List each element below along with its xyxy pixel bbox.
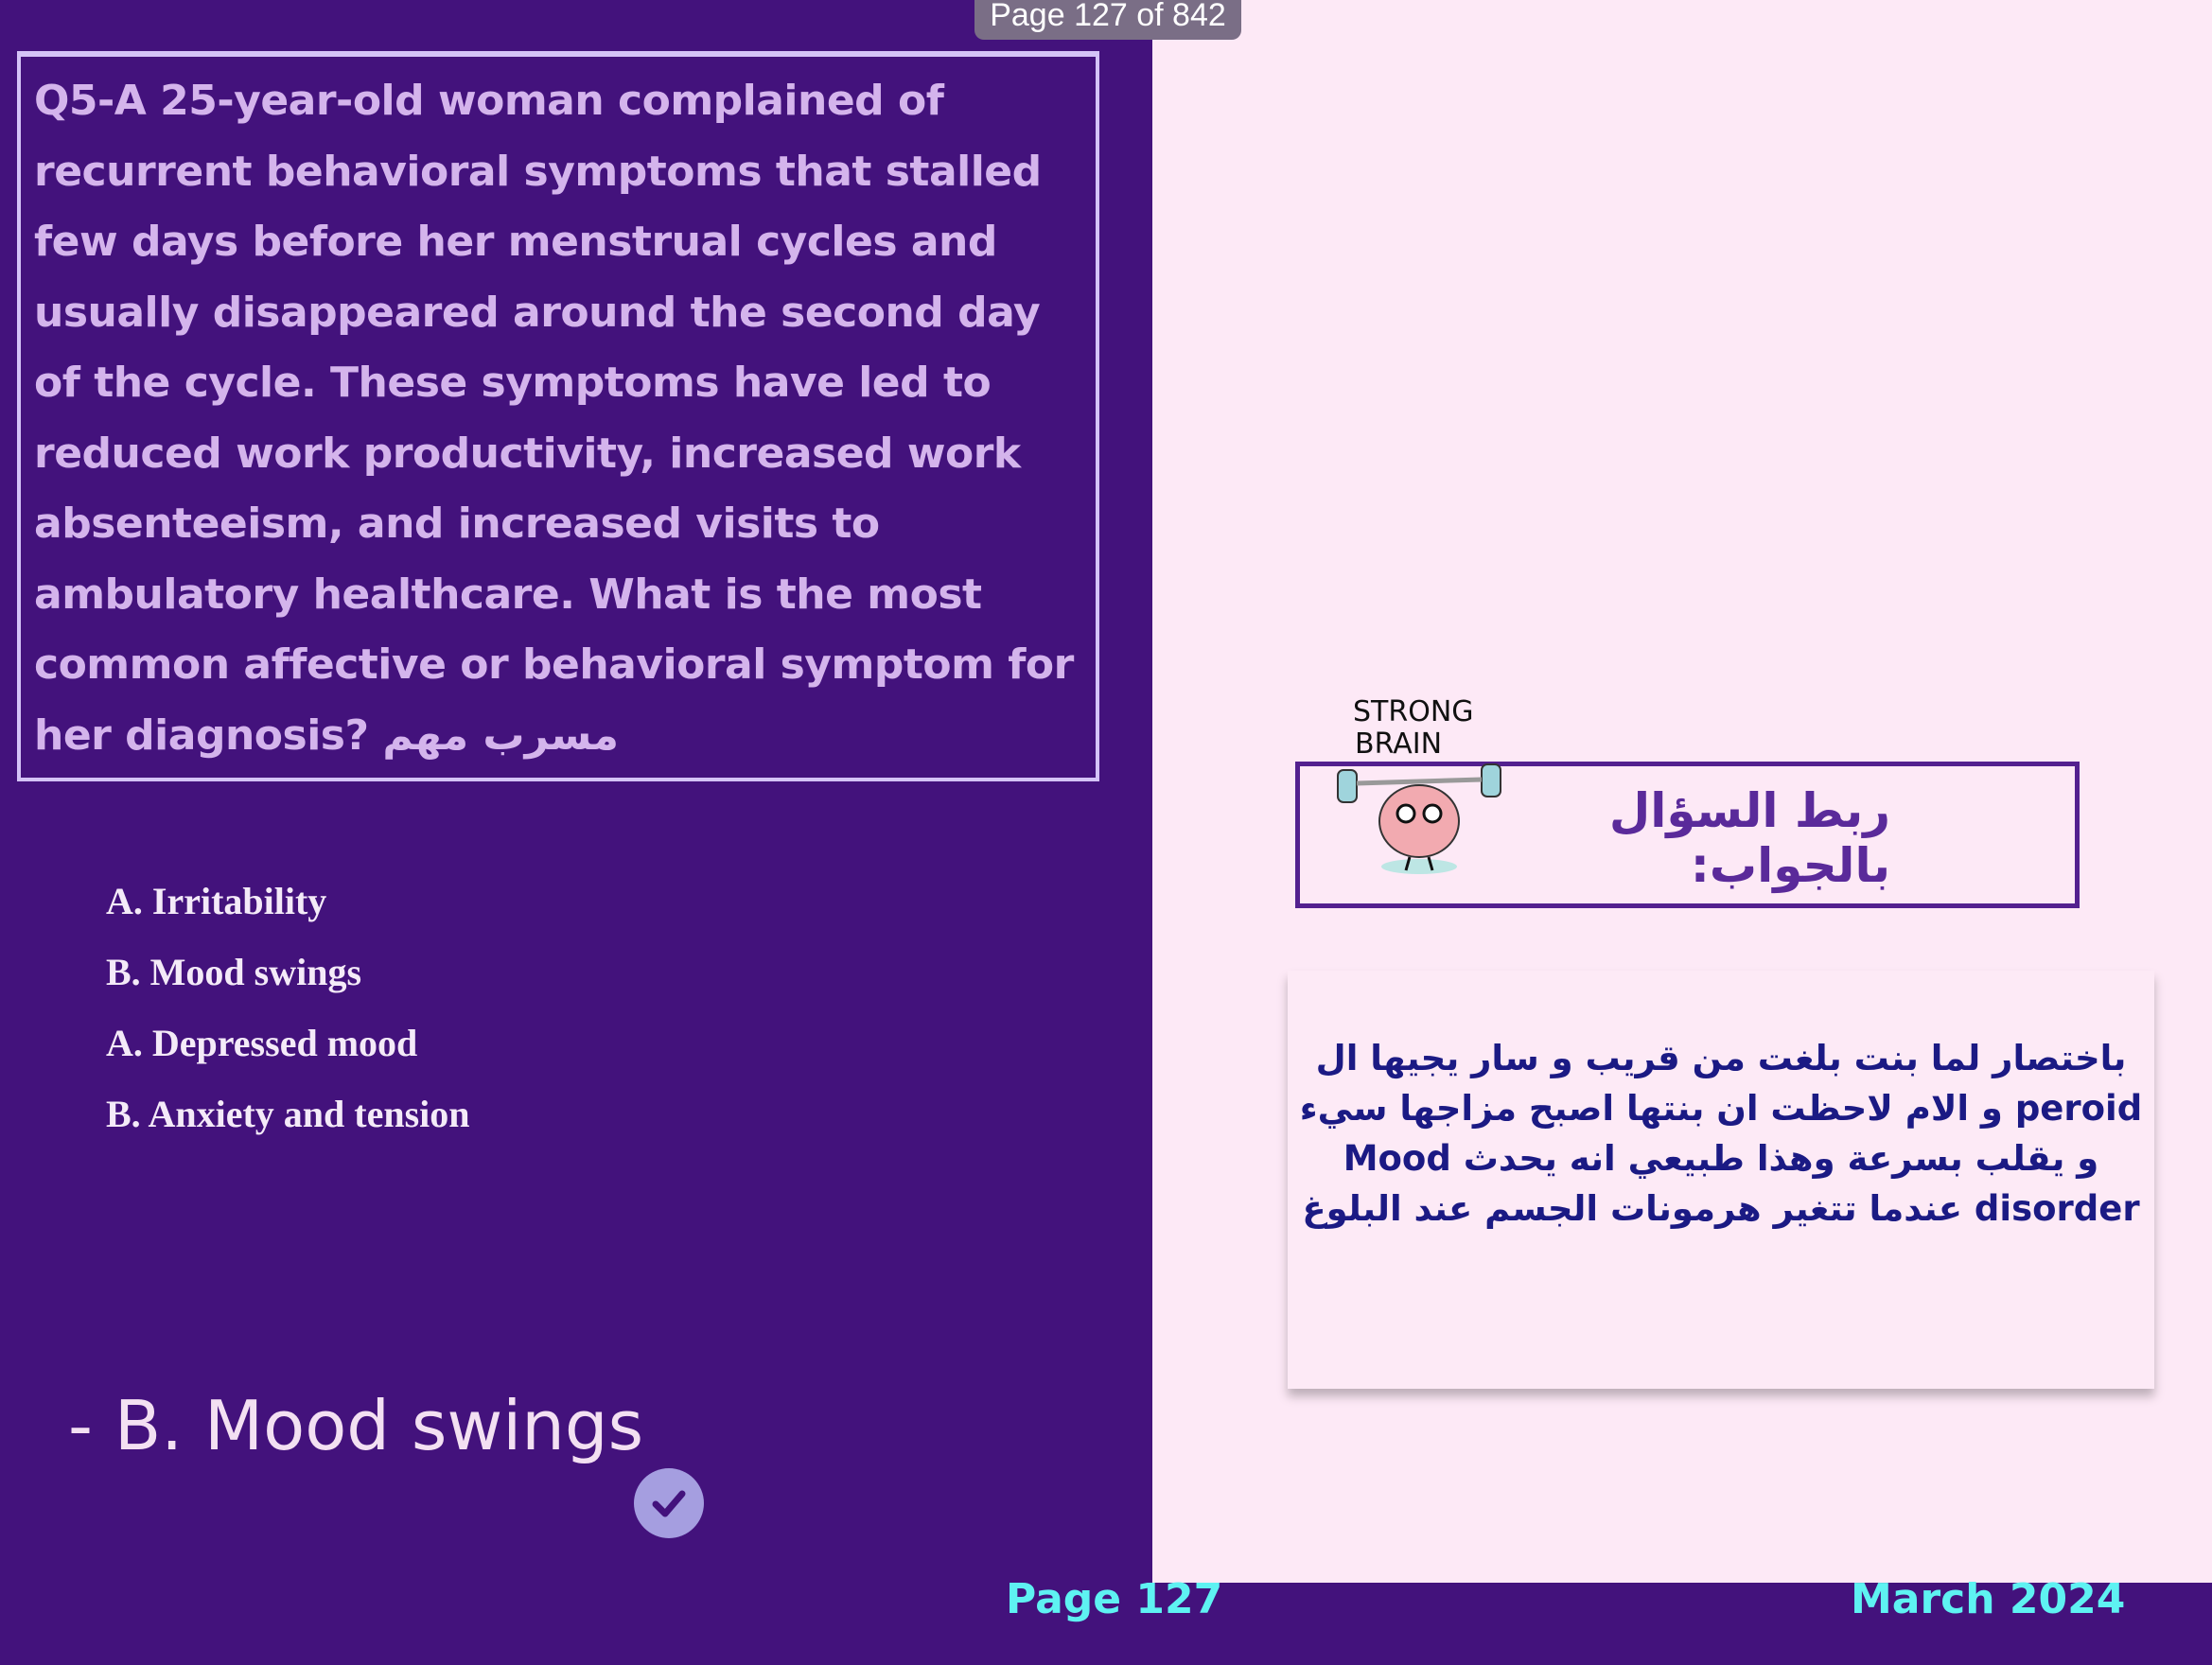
options-list bbox=[106, 866, 470, 1149]
explanation-text: باختصار لما بنت بلغت من قريب و سار يجيها ال peroid و الام لاحظت ان بنتها اصبح مزاجها سيء و يقلب بسرعة وهذا طبيعي انه يحدث Mood disorder عندما تتغير هرمونات الجسم عند البلوغ bbox=[1299, 1038, 2143, 1229]
option-item: B. Anxiety and tension bbox=[106, 1093, 470, 1135]
answer-text: - B. Mood swings bbox=[68, 1386, 644, 1465]
option-item: B. Mood swings bbox=[106, 951, 362, 993]
svg-text:BRAIN: BRAIN bbox=[1355, 727, 1443, 761]
footer-date: March 2024 bbox=[1851, 1575, 2126, 1623]
page-indicator: Page 127 of 842 bbox=[974, 0, 1241, 40]
option-item: A. Depressed mood bbox=[106, 1022, 418, 1064]
explanation-heading: ربط السؤال بالجواب: bbox=[1608, 783, 1890, 893]
svg-text:STRONG: STRONG bbox=[1353, 695, 1474, 728]
option-item: A. Irritability bbox=[106, 880, 327, 922]
footer-page-number: Page 127 bbox=[1006, 1575, 1223, 1623]
check-circle-icon bbox=[634, 1468, 704, 1538]
question-text: Q5-A 25-year-old woman complained of recurrent behavioral symptoms that stalled few days before her menstrual cycles and usually disappeared around the second day of the cycle. These symptoms have led to reduced work productivity, increased work absenteeism, and increased visits to ambulatory healthcare. What is the most common affective or behavioral symptom for her diagnosis? مسرب مهم bbox=[34, 77, 1074, 760]
